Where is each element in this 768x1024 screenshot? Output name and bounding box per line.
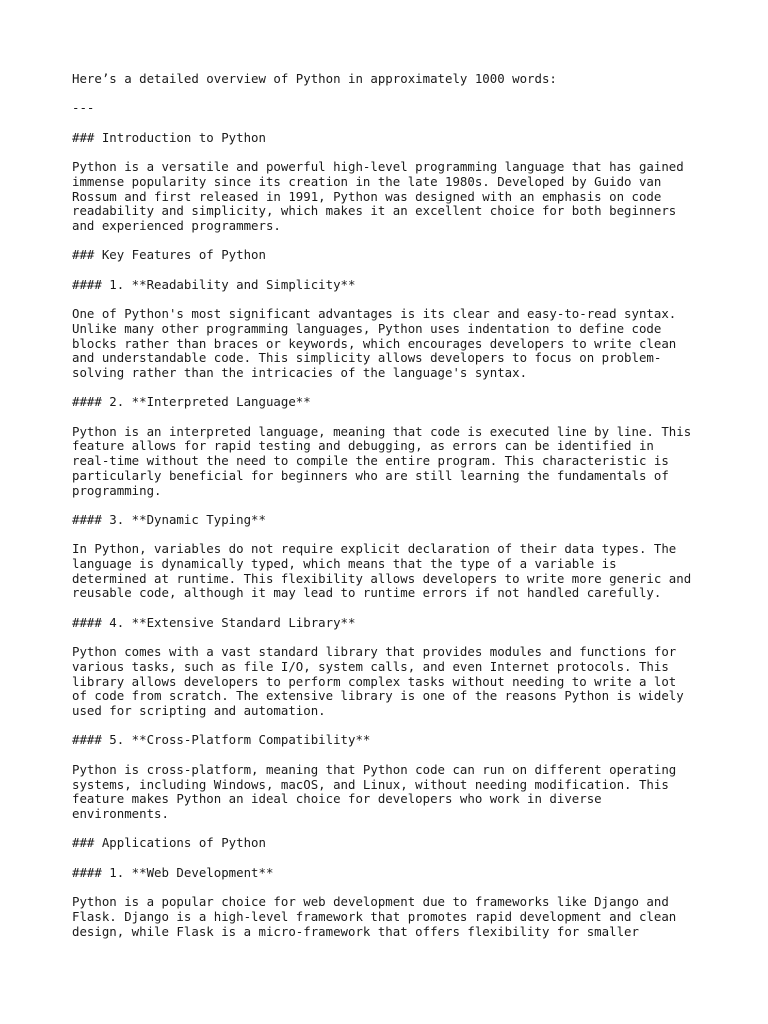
separator: ---: [72, 100, 95, 116]
heading-dynamic-typing: #### 3. **Dynamic Typing**: [72, 511, 266, 527]
paragraph-web-development: Python is a popular choice for web development due to frameworks like Django and Flask. Django is a high-level framework that promotes rapid development and clean design, while Flask is a micro-framework that offers flexibility for smaller: [72, 894, 677, 939]
heading-key-features: ### Key Features of Python: [72, 247, 266, 263]
paragraph-dynamic-typing: In Python, variables do not require explicit declaration of their data types. The language is dynamically typed, which means that the type of a variable is determined at runtime. This flexibility allows developers to write more generic and reusable code, although it may lead to runtime errors if not handled carefully.: [72, 541, 692, 601]
heading-web-development: #### 1. **Web Development**: [72, 864, 274, 880]
paragraph-readability: One of Python's most significant advantages is its clear and easy-to-read syntax. Unlike many other programming languages, Python uses indentation to define code blocks rather than braces or keywords, which encourages developers to write clean and understandable code. This simplicity allows developers to focus on problem- solving rather than the intricacies of the language's syntax.: [72, 306, 677, 380]
paragraph-introduction: Python is a versatile and powerful high-level programming language that has gained immense popularity since its creation in the late 1980s. Developed by Guido van Rossum and first released in 1991, Python was designed with an emphasis on code readability and simplicity, which makes it an excellent choice for both beginners and experienced programmers.: [72, 159, 684, 233]
paragraph-interpreted: Python is an interpreted language, meaning that code is executed line by line. This feature allows for rapid testing and debugging, as errors can be identified in real-time without the need to compile the entire program. This characteristic is particularly beneficial for beginners who are still learning the fundamentals of programming.: [72, 423, 692, 498]
document-page: [72, 72, 712, 939]
heading-cross-platform: #### 5. **Cross-Platform Compatibility**: [72, 732, 371, 748]
intro-line: Here’s a detailed overview of Python in approximately 1000 words:: [72, 71, 557, 86]
heading-readability: #### 1. **Readability and Simplicity**: [72, 276, 356, 292]
paragraph-cross-platform: Python is cross-platform, meaning that Python code can run on different operating systems, including Windows, macOS, and Linux, without needing modification. This feature makes Python an ideal choice for developers who work in diverse environments.: [72, 761, 677, 821]
paragraph-standard-library: Python comes with a vast standard library that provides modules and functions for various tasks, such as file I/O, system calls, and even Internet protocols. This library allows developers to perform complex tasks without needing to write a lot of code from scratch. The extensive library is one of the reasons Python is widely used for scripting and automation.: [72, 644, 684, 719]
heading-interpreted: #### 2. **Interpreted Language**: [72, 394, 311, 410]
heading-introduction: ### Introduction to Python: [72, 129, 266, 145]
heading-applications: ### Applications of Python: [72, 835, 266, 851]
heading-standard-library: #### 4. **Extensive Standard Library**: [72, 614, 356, 630]
